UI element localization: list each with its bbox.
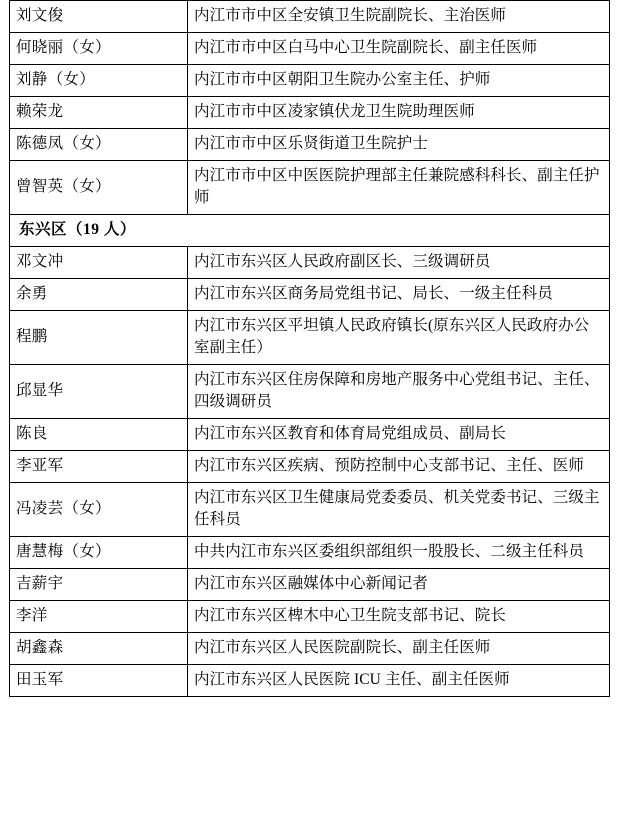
table-row bbox=[10, 65, 610, 97]
person-title: 内江市东兴区融媒体中心新闻记者 bbox=[188, 569, 610, 601]
person-name: 陈良 bbox=[10, 419, 188, 451]
table-row bbox=[10, 161, 610, 215]
person-name: 程鹏 bbox=[10, 311, 188, 365]
person-name: 冯凌芸（女） bbox=[10, 483, 188, 537]
person-title: 内江市市中区凌家镇伏龙卫生院助理医师 bbox=[188, 97, 610, 129]
table-row bbox=[10, 633, 610, 665]
person-name: 何晓丽（女） bbox=[10, 33, 188, 65]
person-title: 内江市东兴区人民政府副区长、三级调研员 bbox=[188, 247, 610, 279]
table-row bbox=[10, 365, 610, 419]
table-row bbox=[10, 33, 610, 65]
person-name: 余勇 bbox=[10, 279, 188, 311]
table-row bbox=[10, 279, 610, 311]
table-row bbox=[10, 311, 610, 365]
person-title: 内江市市中区朝阳卫生院办公室主任、护师 bbox=[188, 65, 610, 97]
person-name: 李亚军 bbox=[10, 451, 188, 483]
person-name: 唐慧梅（女） bbox=[10, 537, 188, 569]
section-header-row bbox=[10, 215, 610, 247]
roster-table-body bbox=[10, 1, 610, 697]
table-row bbox=[10, 419, 610, 451]
table-row bbox=[10, 247, 610, 279]
person-title: 内江市东兴区椑木中心卫生院支部书记、院长 bbox=[188, 601, 610, 633]
table-row bbox=[10, 483, 610, 537]
person-name: 李洋 bbox=[10, 601, 188, 633]
table-row bbox=[10, 129, 610, 161]
person-name: 赖荣龙 bbox=[10, 97, 188, 129]
person-title: 内江市东兴区平坦镇人民政府镇长(原东兴区人民政府办公室副主任） bbox=[188, 311, 610, 365]
person-name: 田玉军 bbox=[10, 665, 188, 697]
person-name: 刘文俊 bbox=[10, 1, 188, 33]
person-name: 胡鑫森 bbox=[10, 633, 188, 665]
person-title: 内江市市中区中医医院护理部主任兼院感科科长、副主任护师 bbox=[188, 161, 610, 215]
person-title: 内江市东兴区人民医院副院长、副主任医师 bbox=[188, 633, 610, 665]
section-title: 东兴区（19 人） bbox=[10, 215, 610, 247]
table-row bbox=[10, 537, 610, 569]
person-name: 邱显华 bbox=[10, 365, 188, 419]
person-title: 内江市东兴区人民医院 ICU 主任、副主任医师 bbox=[188, 665, 610, 697]
person-title: 内江市市中区乐贤街道卫生院护士 bbox=[188, 129, 610, 161]
person-name: 邓文冲 bbox=[10, 247, 188, 279]
table-row bbox=[10, 1, 610, 33]
roster-table bbox=[9, 0, 610, 697]
table-row bbox=[10, 569, 610, 601]
table-row bbox=[10, 665, 610, 697]
person-title: 内江市市中区全安镇卫生院副院长、主治医师 bbox=[188, 1, 610, 33]
table-row bbox=[10, 601, 610, 633]
person-name: 吉薪宇 bbox=[10, 569, 188, 601]
person-title: 内江市东兴区卫生健康局党委委员、机关党委书记、三级主任科员 bbox=[188, 483, 610, 537]
person-title: 内江市市中区白马中心卫生院副院长、副主任医师 bbox=[188, 33, 610, 65]
person-name: 刘静（女） bbox=[10, 65, 188, 97]
table-row bbox=[10, 97, 610, 129]
table-row bbox=[10, 451, 610, 483]
person-title: 中共内江市东兴区委组织部组织一股股长、二级主任科员 bbox=[188, 537, 610, 569]
person-title: 内江市东兴区疾病、预防控制中心支部书记、主任、医师 bbox=[188, 451, 610, 483]
person-name: 曾智英（女） bbox=[10, 161, 188, 215]
person-title: 内江市东兴区商务局党组书记、局长、一级主任科员 bbox=[188, 279, 610, 311]
person-title: 内江市东兴区教育和体育局党组成员、副局长 bbox=[188, 419, 610, 451]
person-title: 内江市东兴区住房保障和房地产服务中心党组书记、主任、四级调研员 bbox=[188, 365, 610, 419]
person-name: 陈德凤（女） bbox=[10, 129, 188, 161]
